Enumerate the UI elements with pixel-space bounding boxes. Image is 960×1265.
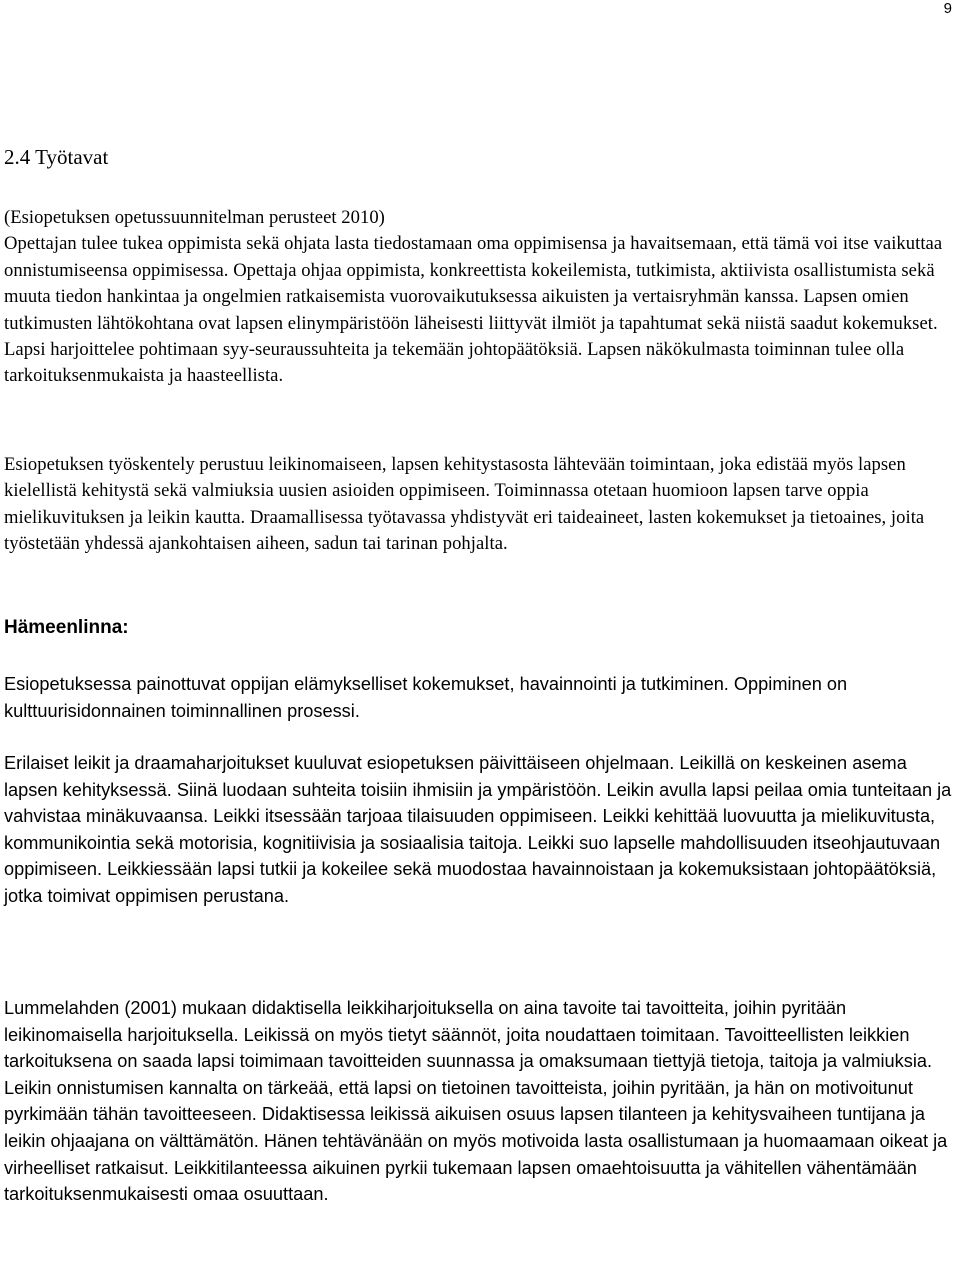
paragraph-didactic-play: Lummelahden (2001) mukaan didaktisella leikkiharjoituksella on aina tavoite tai tavoitteita, joihin pyritään leikinomaisella harjoituksella. Leikissä on myös tietyt säännöt, joita noudattaen toimitaan. Tavoitteellisten leikkien tarkoituksena on saada lapsi toimimaan tavoitteiden suunnassa ja omaksumaan tiettyjä tietoja, taitoja ja valmiuksia. Leikin onnistumisen kannalta on tärkeää, että lapsi on tietoinen tavoitteista, joihin pyritään, ja hän on motivoitunut pyrkimään tähän tavoitteeseen. Didaktisessa leikissä aikuisen osuus lapsen tilanteen ja kehitysvaiheen tuntijana ja leikin ohjaajana on välttämätön. Hänen tehtävänään on myös motivoida lasta osallistumaan ja huomaamaan oikeat ja virheelliset ratkaisut. Leikkitilanteessa aikuinen pyrkii tukemaan lapsen omaehtoisuutta ja vähitellen vähentämään tarkoituksenmukaisesti omaa osuuttaan. [4, 998, 948, 1205]
play-section [4, 750, 956, 910]
page-number: 9 [943, 0, 952, 17]
paragraph-experiential-learning: Esiopetuksessa painottuvat oppijan elämykselliset kokemukset, havainnointi ja tutkiminen. Oppiminen on kulttuurisidonnainen toiminnallinen prosessi. [4, 674, 848, 721]
paragraph-play: Erilaiset leikit ja draamaharjoitukset kuuluvat esiopetuksen päivittäiseen ohjelmaan. Leikillä on keskeinen asema lapsen kehityksessä. Siinä luodaan suhteita toisiin ihmisiin ja ympäristöön. Leikin avulla lapsi peilaa omia tunteitaan ja vahvistaa minäkuvaansa. Leikki itsessään tarjoaa tilaisuuden oppimiseen. Leikki kehittää luovuutta ja mielikuvitusta, kommunikointia sekä motorisia, kognitiivisia ja sosiaalisia taitoja. Leikki suo lapselle mahdollisuuden itseohjautuvaan oppimiseen. Leikkiessään lapsi tutkii ja kokeilee sekä muodostaa havainnoistaan ja kokemuksistaan johtopäätöksiä, jotka toimivat oppimisen perustana. [4, 753, 952, 906]
curriculum-quote-section [4, 205, 954, 390]
section-heading: 2.4 Työtavat [4, 145, 109, 169]
subheading-hameenlinna: Hämeenlinna: [4, 617, 129, 638]
didactic-play-section [4, 995, 956, 1208]
experiential-learning-section [4, 671, 956, 724]
working-methods-section [4, 452, 954, 558]
paragraph-working-methods: Esiopetuksen työskentely perustuu leikinomaiseen, lapsen kehitystasosta lähtevään toimintaan, joka edistää myös lapsen kielellistä kehitystä sekä valmiuksia uusien asioiden oppimiseen. Toiminnassa otetaan huomioon lapsen tarve oppia mielikuvituksen ja leikin kautta. Draamallisessa työtavassa yhdistyvät eri taideaineet, lasten kokemukset ja tietoaines, joita työstetään yhdessä ajankohtaisen aiheen, sadun tai tarinan pohjalta. [4, 454, 925, 555]
source-citation: (Esiopetuksen opetussuunnitelman perusteet 2010) [4, 207, 385, 228]
paragraph-teacher-guidance: Opettajan tulee tukea oppimista sekä ohjata lasta tiedostamaan oma oppimisensa ja havaitsemaan, että tämä voi itse vaikuttaa onnistumiseensa oppimisessa. Opettaja ohjaa oppimista, konkreettista kokeilemista, tutkimista, aktiivista osallistumista sekä muuta tiedon hankintaa ja ongelmien ratkaisemista vuorovaikutuksessa aikuisten ja vertaisryhmän kanssa. Lapsen omien tutkimusten lähtökohtana ovat lapsen elinympäristöön läheisesti liittyvät ilmiöt ja tapahtumat sekä niistä saadut kokemukset. Lapsi harjoittelee pohtimaan syy-seuraussuhteita ja tekemään johtopäätöksiä. Lapsen näkökulmasta toiminnan tulee olla tarkoituksenmukaista ja haasteellista. [4, 233, 943, 387]
